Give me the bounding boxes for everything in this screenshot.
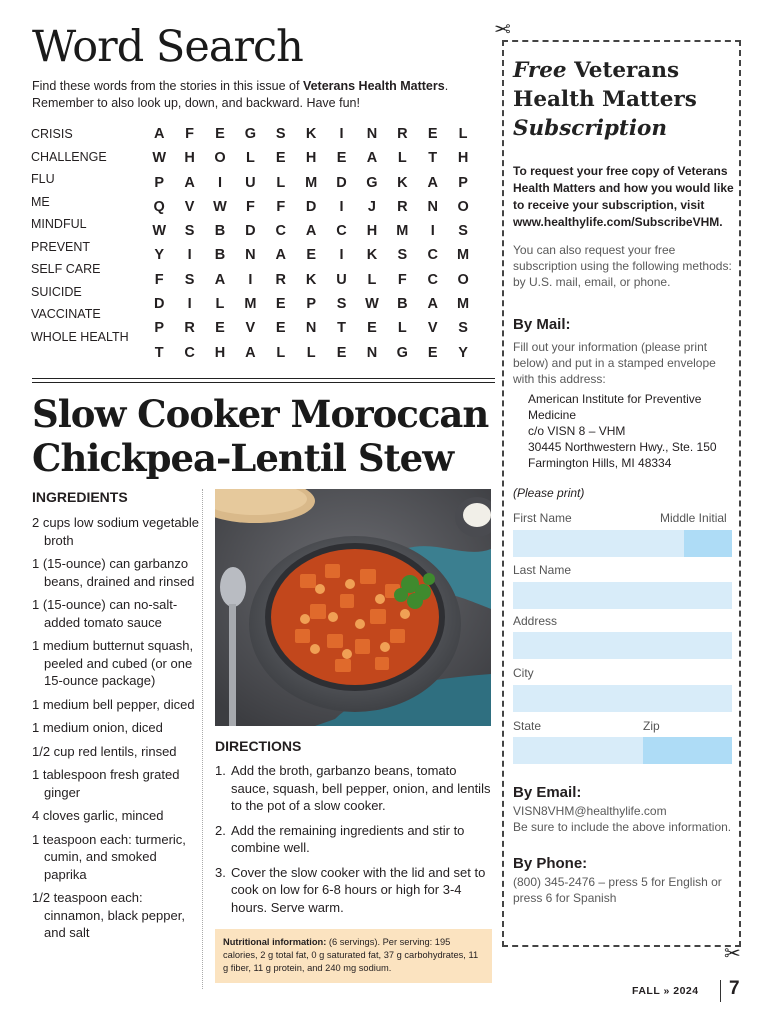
grid-letter: N <box>366 126 378 142</box>
grid-letter: H <box>184 150 195 167</box>
request-methods: You can also request your free subscription using the following methods: by U.S. mail, email, or phone. <box>513 243 732 289</box>
grid-letter: N <box>305 320 317 337</box>
grid-letter: E <box>215 320 225 337</box>
grid-letter: W <box>152 150 167 167</box>
grid-letter: Y <box>154 247 165 264</box>
grid-letter: I <box>248 271 253 288</box>
grid-letter: L <box>306 344 316 361</box>
grid-letter: R <box>184 320 195 337</box>
grid-letter: M <box>396 223 409 240</box>
phone-heading: By Phone: <box>513 855 588 872</box>
grid-letter: O <box>457 198 469 215</box>
mail-instructions: Fill out your information (please print below) and put in a stamped envelope with this address: <box>513 340 716 386</box>
grid-letter: U <box>336 271 347 288</box>
grid-letter: S <box>458 223 468 240</box>
grid-letter: D <box>305 198 317 215</box>
grid-letter: R <box>397 198 408 215</box>
grid-letter: I <box>339 126 344 142</box>
grid-letter: I <box>187 247 192 264</box>
grid-letter: E <box>367 320 377 337</box>
grid-letter: B <box>397 296 408 313</box>
direction-step: 3. Cover the slow cooker with the lid and set to cook on low for 6-8 hours or high for 3-4 hours. Serve warm. <box>215 864 486 915</box>
subscription-title: Free Veterans Health Matters Subscription <box>513 58 697 141</box>
grid-letter: M <box>305 174 318 191</box>
word-list-item: PREVENT <box>31 239 91 254</box>
word-list <box>31 126 129 351</box>
grid-letter: M <box>457 247 470 264</box>
email-note: Be sure to include the above information. <box>513 820 732 834</box>
grid-letter: L <box>367 271 377 288</box>
word-search-intro: Find these words from the stories in this issue of Veterans Health Matters. Remember to also look up, down, and backward. Have fun! <box>32 79 449 110</box>
grid-letter: P <box>154 320 165 337</box>
grid-letter: E <box>336 344 347 361</box>
grid-letter: H <box>457 150 469 167</box>
grid-letter: U <box>245 174 256 191</box>
grid-letter: S <box>336 296 347 313</box>
word-list-item: SUICIDE <box>31 284 82 299</box>
grid-letter: E <box>336 150 347 167</box>
ingredient-item: 1 medium bell pepper, diced <box>32 696 195 712</box>
grid-letter: A <box>427 296 438 313</box>
grid-letter: B <box>214 247 226 264</box>
grid-row <box>144 295 478 319</box>
grid-row <box>144 198 478 222</box>
grid-letter: E <box>275 150 286 167</box>
grid-letter: A <box>184 174 195 191</box>
grid-letter: L <box>276 174 286 191</box>
grid-letter: G <box>244 126 256 142</box>
grid-row <box>144 174 478 198</box>
ingredient-item: 1 (15-ounce) can no-salt-added tomato sauce <box>32 597 178 630</box>
grid-letter: K <box>366 247 378 264</box>
grid-letter: C <box>336 223 347 240</box>
grid-letter: V <box>427 320 438 337</box>
stew-illustration <box>215 489 491 726</box>
grid-letter: Q <box>153 198 165 215</box>
issue-season: FALL » 2024 <box>632 985 699 997</box>
scissors-icon: ✂ <box>494 19 511 41</box>
grid-letter: L <box>397 150 407 167</box>
word-list-item: MINDFUL <box>31 217 87 231</box>
grid-letter: P <box>306 296 316 313</box>
grid-letter: K <box>305 271 317 288</box>
grid-row <box>144 319 478 343</box>
grid-letter: S <box>397 247 408 264</box>
grid-letter: S <box>275 126 286 142</box>
city-field[interactable] <box>513 685 732 712</box>
grid-row <box>144 125 478 149</box>
ingredient-item: 1 (15-ounce) can garbanzo beans, drained and rinsed <box>32 556 195 589</box>
grid-letter: E <box>275 296 286 313</box>
grid-letter: A <box>245 344 256 361</box>
ingredient-item: 1 medium butternut squash, peeled and cubed (or one 15-ounce package) <box>32 638 194 688</box>
email-heading: By Email: <box>513 784 582 801</box>
column-divider <box>202 489 203 989</box>
grid-row <box>144 246 478 270</box>
middle-initial-label: Middle Initial <box>660 511 727 525</box>
middle-initial-field[interactable] <box>684 530 732 557</box>
email-address[interactable]: VISN8VHM@healthylife.com <box>513 804 667 818</box>
footer-divider <box>720 980 721 1002</box>
section-divider <box>32 378 495 383</box>
grid-letter: M <box>244 296 257 313</box>
zip-label: Zip <box>643 719 660 733</box>
grid-letter: T <box>428 150 438 167</box>
grid-letter: W <box>152 223 167 240</box>
grid-letter: I <box>187 296 192 313</box>
zip-field[interactable] <box>643 737 732 764</box>
grid-letter: H <box>366 223 378 240</box>
grid-letter: H <box>214 344 226 361</box>
directions-list <box>215 762 495 923</box>
word-list-item: SELF CARE <box>31 262 101 276</box>
direction-step: 1. Add the broth, garbanzo beans, tomato sauce, squash, bell pepper, onion, and lentils to the pot of a slow cooker. <box>215 763 491 813</box>
grid-letter: E <box>275 320 286 337</box>
grid-letter: V <box>184 198 195 215</box>
grid-letter: G <box>366 174 378 191</box>
last-name-label: Last Name <box>513 563 572 577</box>
mail-heading: By Mail: <box>513 316 571 333</box>
grid-letter: F <box>154 271 164 288</box>
scissors-icon: ✂ <box>724 943 741 965</box>
last-name-field[interactable] <box>513 582 732 609</box>
grid-row <box>144 222 478 246</box>
grid-letter: S <box>458 320 468 337</box>
ingredient-item: 1/2 teaspoon each: cinnamon, black pepper, and salt <box>32 890 185 940</box>
grid-letter: L <box>458 126 468 142</box>
please-print-note: (Please print) <box>513 486 585 500</box>
grid-letter: A <box>214 271 226 288</box>
ingredients-list <box>32 514 202 948</box>
grid-letter: M <box>457 296 470 313</box>
grid-letter: C <box>427 271 438 288</box>
grid-letter: F <box>185 126 195 142</box>
ingredient-item: 4 cloves garlic, minced <box>32 808 164 823</box>
grid-letter: L <box>397 320 407 337</box>
first-name-label: First Name <box>513 511 572 525</box>
grid-letter: N <box>366 344 378 361</box>
grid-letter: K <box>397 174 408 191</box>
grid-letter: L <box>245 150 255 167</box>
grid-letter: L <box>215 296 225 313</box>
grid-letter: K <box>305 126 317 142</box>
recipe-title: Slow Cooker Moroccan Chickpea-Lentil Stew <box>32 392 489 480</box>
grid-letter: F <box>245 198 255 215</box>
word-search-grid <box>144 125 478 368</box>
directions-heading: DIRECTIONS <box>215 738 302 754</box>
mailing-address: American Institute for Preventive Medicine c/o VISN 8 – VHM 30445 Northwestern Hwy., Ste. 150 Farmington Hills, MI 48334 <box>528 392 717 470</box>
word-search-title: Word Search <box>32 22 303 72</box>
grid-letter: N <box>245 247 256 264</box>
grid-letter: A <box>366 150 378 167</box>
nutrition-box: Nutritional information: (6 servings). Per serving: 195 calories, 2 g total fat, 0 g saturated fat, 37 g carbohydrates, 11 g fiber, 11 g protein, and 240 mg sodium. <box>215 929 492 983</box>
direction-step: 2. Add the remaining ingredients and stir to combine well. <box>215 822 465 855</box>
grid-letter: A <box>427 174 438 191</box>
word-list-item: ME <box>31 194 50 209</box>
grid-row <box>144 149 478 173</box>
grid-letter: D <box>153 296 165 313</box>
address-field[interactable] <box>513 632 732 659</box>
grid-letter: Y <box>458 344 468 361</box>
word-list-item: VACCINATE <box>31 307 101 321</box>
grid-letter: T <box>337 320 346 337</box>
grid-letter: C <box>275 223 286 240</box>
grid-letter: H <box>305 150 317 167</box>
ingredient-item: 1 medium onion, diced <box>32 720 163 735</box>
grid-letter: I <box>339 247 344 264</box>
ingredient-item: 2 cups low sodium vegetable broth <box>32 515 199 548</box>
city-label: City <box>513 666 534 680</box>
address-label: Address <box>513 614 558 628</box>
grid-letter: D <box>245 223 256 240</box>
word-list-item: WHOLE HEALTH <box>31 329 129 344</box>
grid-letter: E <box>215 126 225 142</box>
request-instructions: To request your free copy of Veterans Health Matters and how you would like to receive your subscription, visit www.healthylife.com/SubscribeVHM. <box>513 164 734 229</box>
grid-letter: P <box>154 174 165 191</box>
grid-letter: S <box>184 271 195 288</box>
grid-letter: A <box>153 126 165 142</box>
grid-letter: T <box>154 344 164 361</box>
stew-photo <box>215 489 491 726</box>
grid-letter: J <box>367 198 376 215</box>
grid-letter: N <box>427 198 438 215</box>
grid-letter: B <box>214 223 226 240</box>
word-list-item: CRISIS <box>31 127 73 141</box>
grid-letter: C <box>184 344 195 361</box>
grid-letter: I <box>339 198 344 215</box>
ingredient-item: 1/2 cup red lentils, rinsed <box>32 743 177 759</box>
grid-letter: P <box>458 174 468 191</box>
grid-row <box>144 344 478 368</box>
grid-letter: D <box>336 174 347 191</box>
ingredient-item: 1 tablespoon fresh grated ginger <box>32 767 180 800</box>
grid-letter: I <box>217 174 222 191</box>
grid-letter: O <box>214 150 226 167</box>
grid-letter: E <box>306 247 316 264</box>
grid-letter: F <box>397 271 407 288</box>
grid-letter: S <box>184 223 195 240</box>
grid-letter: W <box>365 296 379 313</box>
word-list-item: FLU <box>31 172 55 186</box>
grid-letter: W <box>213 198 227 215</box>
grid-letter: O <box>457 271 469 288</box>
phone-text: (800) 345-2476 – press 5 for English or press 6 for Spanish <box>513 875 722 905</box>
ingredient-item: 1 teaspoon each: turmeric, cumin, and smoked paprika <box>32 831 186 882</box>
grid-letter: A <box>305 223 317 240</box>
ingredients-heading: INGREDIENTS <box>32 489 128 505</box>
grid-letter: E <box>427 344 438 361</box>
grid-letter: F <box>276 198 286 215</box>
grid-letter: A <box>275 247 286 264</box>
grid-letter: V <box>245 320 256 337</box>
state-label: State <box>513 719 542 733</box>
grid-letter: C <box>427 247 438 264</box>
word-list-item: CHALLENGE <box>31 149 107 164</box>
grid-row <box>144 271 478 295</box>
grid-letter: E <box>427 126 438 142</box>
grid-letter: I <box>430 223 435 240</box>
grid-letter: G <box>396 344 408 361</box>
grid-letter: R <box>275 271 286 288</box>
grid-letter: L <box>276 344 286 361</box>
page-number: 7 <box>729 978 740 999</box>
grid-letter: R <box>397 126 408 142</box>
